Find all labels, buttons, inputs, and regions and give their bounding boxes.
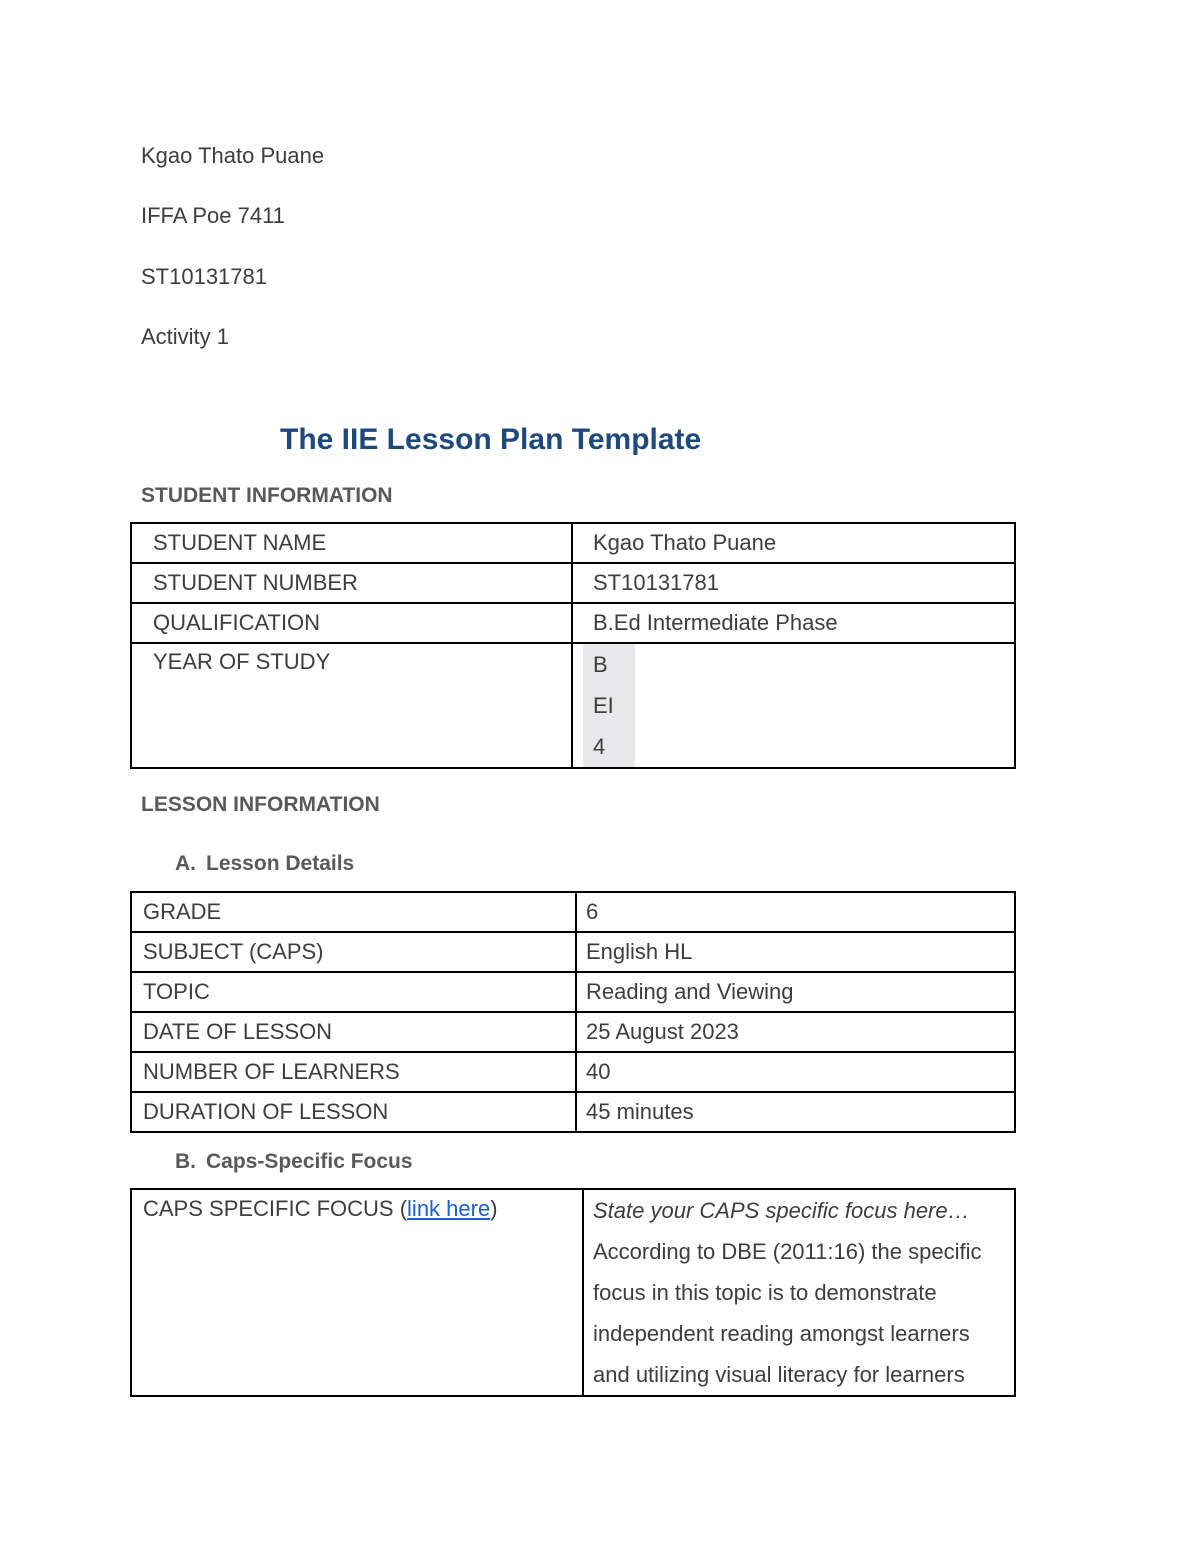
row-label: NUMBER OF LEARNERS	[131, 1052, 576, 1092]
caps-text-line: and utilizing visual literacy for learners	[593, 1362, 965, 1387]
student-number-line: ST10131781	[141, 264, 267, 289]
year-line: EI	[593, 693, 614, 718]
student-info-heading: STUDENT INFORMATION	[141, 484, 393, 507]
document-title: The IIE Lesson Plan Template	[280, 423, 702, 456]
author-name: Kgao Thato Puane	[141, 143, 325, 168]
table-row	[131, 1012, 1015, 1052]
caps-prompt: State your CAPS specific focus here…	[593, 1198, 970, 1223]
table-row	[131, 932, 1015, 972]
year-line: B	[593, 652, 608, 677]
module-code: IFFA Poe 7411	[141, 203, 285, 228]
row-value: 45 minutes	[576, 1092, 1015, 1132]
table-row	[131, 892, 1015, 932]
row-value: English HL	[576, 932, 1015, 972]
row-value: B.Ed Intermediate Phase	[572, 603, 1015, 643]
lesson-details-table	[130, 891, 1016, 1133]
row-value: Reading and Viewing	[576, 972, 1015, 1012]
row-value: 25 August 2023	[576, 1012, 1015, 1052]
row-value: Kgao Thato Puane	[572, 523, 1015, 563]
lesson-details-heading	[175, 852, 354, 876]
caps-focus-table	[130, 1188, 1016, 1397]
caps-label-suffix: )	[490, 1196, 498, 1221]
section-title: Lesson Details	[206, 852, 355, 875]
row-label: YEAR OF STUDY	[131, 643, 572, 768]
table-row	[131, 523, 1015, 563]
section-letter: B.	[175, 1150, 196, 1173]
year-highlight	[583, 644, 635, 767]
table-row	[131, 972, 1015, 1012]
caps-label-prefix: CAPS SPECIFIC FOCUS (	[143, 1196, 408, 1221]
caps-text-line: focus in this topic is to demonstrate	[593, 1280, 937, 1305]
table-row	[131, 603, 1015, 643]
row-value: 6	[576, 892, 1015, 932]
row-label: STUDENT NAME	[131, 523, 572, 563]
caps-focus-label	[131, 1189, 583, 1396]
student-info-table	[130, 522, 1016, 769]
table-row	[131, 563, 1015, 603]
caps-focus-heading	[175, 1150, 413, 1174]
year-line: 4	[593, 734, 606, 759]
row-label: QUALIFICATION	[131, 603, 572, 643]
caps-focus-value	[583, 1189, 1015, 1396]
table-row	[131, 1092, 1015, 1132]
row-value: 40	[576, 1052, 1015, 1092]
row-label: STUDENT NUMBER	[131, 563, 572, 603]
activity-label: Activity 1	[141, 324, 230, 349]
caps-text-line: independent reading amongst learners	[593, 1321, 970, 1346]
section-title: Caps-Specific Focus	[206, 1150, 413, 1173]
section-letter: A.	[175, 852, 196, 875]
row-value: ST10131781	[572, 563, 1015, 603]
table-row	[131, 1052, 1015, 1092]
row-label: DURATION OF LESSON	[131, 1092, 576, 1132]
caps-link[interactable]: link here	[407, 1196, 491, 1221]
year-of-study-value	[572, 643, 1015, 768]
table-row	[131, 643, 1015, 768]
lesson-info-heading: LESSON INFORMATION	[141, 793, 380, 816]
row-label: TOPIC	[131, 972, 576, 1012]
row-label: SUBJECT (CAPS)	[131, 932, 576, 972]
row-label: DATE OF LESSON	[131, 1012, 576, 1052]
caps-text-line: According to DBE (2011:16) the specific	[593, 1239, 982, 1264]
table-row	[131, 1189, 1015, 1396]
row-label: GRADE	[131, 892, 576, 932]
